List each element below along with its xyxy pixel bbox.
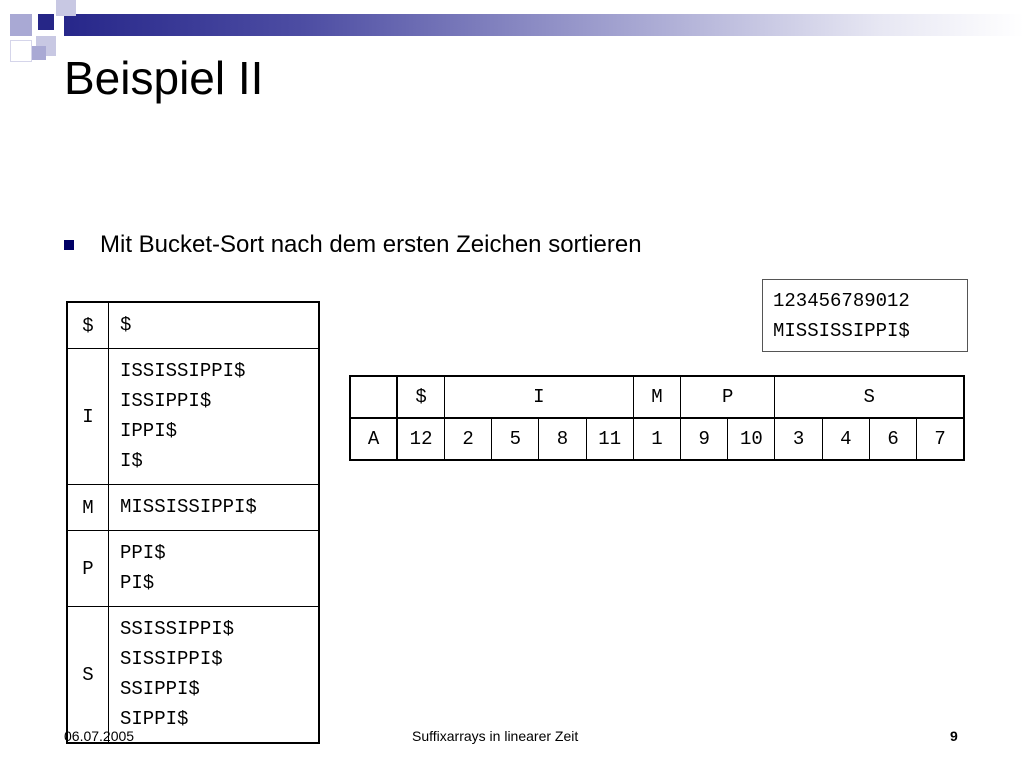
suffix-entry: PPI$ — [120, 542, 166, 564]
suffix-entry: PI$ — [120, 572, 155, 594]
square-bullet-icon — [64, 240, 74, 250]
array-value-cell: 10 — [728, 418, 775, 460]
array-value-cell: 1 — [633, 418, 680, 460]
footer-title: Suffixarrays in linearer Zeit — [412, 728, 579, 744]
bucket-row — [67, 531, 319, 607]
decorative-square — [10, 14, 32, 36]
suffix-entry: SISSIPPI$ — [120, 648, 223, 670]
bucket-row — [67, 607, 319, 744]
string-indices: 123456789012 — [773, 290, 910, 312]
bucket-key: I — [67, 349, 109, 485]
bucket-suffixes — [109, 349, 320, 485]
array-value-cell: 11 — [586, 418, 633, 460]
array-value-cell: 3 — [775, 418, 822, 460]
array-value-cell: 8 — [539, 418, 586, 460]
header-gradient-bar — [64, 14, 1024, 36]
bullet-text: Mit Bucket-Sort nach dem ersten Zeichen sortieren — [100, 231, 642, 258]
bucket-group-header: P — [681, 376, 775, 418]
bucket-suffixes — [109, 531, 320, 607]
decorative-square — [56, 0, 76, 16]
bucket-group-header: I — [444, 376, 633, 418]
suffix-entry: I$ — [120, 450, 143, 472]
suffix-entry: ISSIPPI$ — [120, 390, 212, 412]
suffix-array-table — [349, 375, 965, 461]
bucket-key: $ — [67, 302, 109, 349]
bullet-item — [64, 228, 642, 262]
table-corner-cell — [350, 376, 397, 418]
suffix-entry: IPPI$ — [120, 420, 178, 442]
bucket-key: S — [67, 607, 109, 744]
slide-title: Beispiel II — [64, 52, 264, 104]
suffix-entry: SIPPI$ — [120, 708, 189, 730]
suffix-entry: SSIPPI$ — [120, 678, 200, 700]
footer-date: 06.07.2005 — [64, 728, 135, 744]
bucket-group-header: S — [775, 376, 964, 418]
bucket-group-header: M — [633, 376, 680, 418]
suffix-array-value-row — [350, 418, 964, 460]
bucket-suffixes — [109, 302, 320, 349]
bucket-suffixes — [109, 485, 320, 531]
bucket-row — [67, 302, 319, 349]
array-value-cell: 12 — [397, 418, 444, 460]
bucket-group-header: $ — [397, 376, 444, 418]
array-row-label: A — [350, 418, 397, 460]
array-value-cell: 5 — [492, 418, 539, 460]
suffix-entry: SSISSIPPI$ — [120, 618, 235, 640]
suffix-array-header-row — [350, 376, 964, 418]
bucket-row — [67, 349, 319, 485]
array-value-cell: 9 — [681, 418, 728, 460]
array-value-cell: 7 — [917, 418, 964, 460]
bucket-row — [67, 485, 319, 531]
page-number: 9 — [950, 728, 958, 744]
suffix-entry: ISSISSIPPI$ — [120, 360, 246, 382]
string-text: MISSISSIPPI$ — [773, 320, 910, 342]
bucket-suffixes — [109, 607, 320, 744]
suffix-entry: MISSISSIPPI$ — [120, 496, 257, 518]
bucket-key: M — [67, 485, 109, 531]
array-value-cell: 4 — [822, 418, 869, 460]
decorative-square — [32, 46, 46, 60]
array-value-cell: 2 — [444, 418, 491, 460]
decorative-square — [10, 40, 32, 62]
bucket-table — [66, 301, 320, 744]
decorative-square — [38, 14, 54, 30]
array-value-cell: 6 — [869, 418, 916, 460]
suffix-entry: $ — [120, 314, 132, 336]
string-box — [762, 279, 968, 352]
bucket-key: P — [67, 531, 109, 607]
